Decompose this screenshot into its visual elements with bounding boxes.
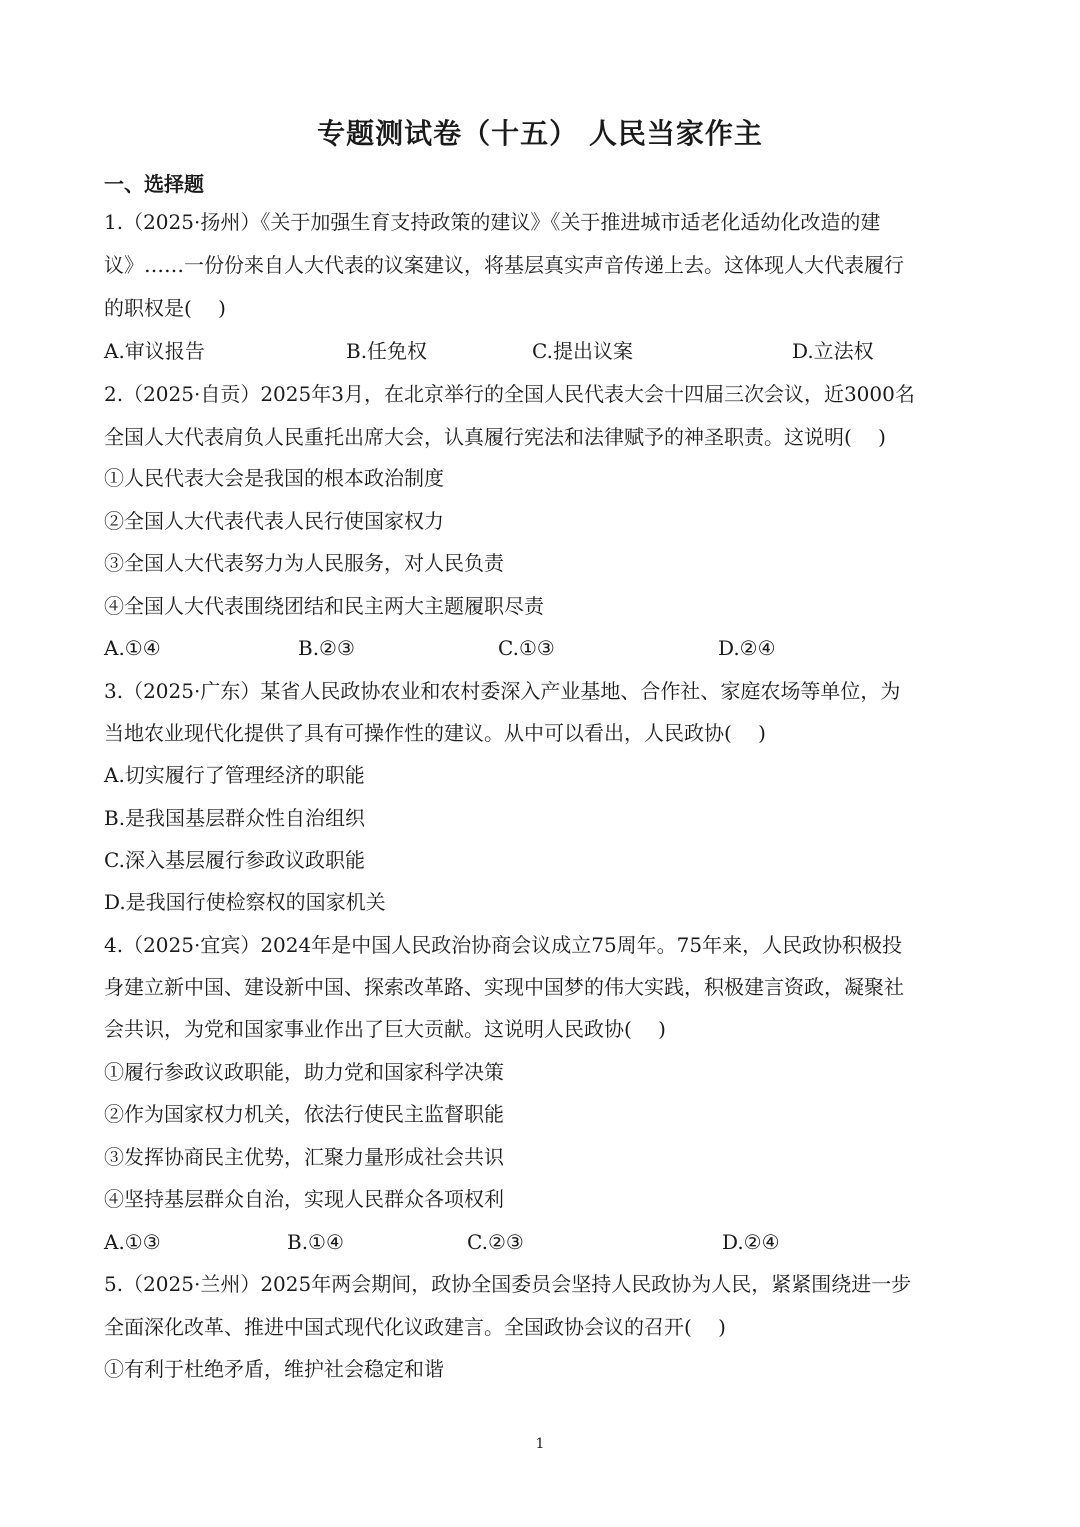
q4-option-d: D.②④ <box>722 1230 780 1254</box>
q2-option-a: A.①④ <box>104 636 161 660</box>
q4-stem-line-2: 身建立新中国、建设新中国、探索改革路、实现中国梦的伟大实践，积极建言资政，凝聚社 <box>104 975 904 999</box>
q4-stem-line-3: 会共识，为党和国家事业作出了巨大贡献。这说明人民政协( ) <box>104 1017 666 1041</box>
q1-option-d: D.立法权 <box>792 339 874 363</box>
q3-stem-line-2: 当地农业现代化提供了具有可操作性的建议。从中可以看出，人民政协( ) <box>104 721 766 745</box>
page-title: 专题测试卷（十五） 人民当家作主 <box>317 117 763 150</box>
q4-statement-2: ②作为国家权力机关，依法行使民主监督职能 <box>104 1102 504 1126</box>
q3-option-d: D.是我国行使检察权的国家机关 <box>104 890 386 914</box>
section-heading: 一、选择题 <box>104 172 204 196</box>
q5-stem-line-1: 5.（2025·兰州）2025年两会期间，政协全国委员会坚持人民政协为人民，紧紧围绕进一步 <box>104 1272 912 1296</box>
q2-option-c: C.①③ <box>498 636 555 660</box>
q3-stem-line-1: 3.（2025·广东）某省人民政协农业和农村委深入产业基地、合作社、家庭农场等单位，为 <box>104 679 901 703</box>
q3-option-c: C.深入基层履行参政议政职能 <box>104 848 365 872</box>
q4-option-b: B.①④ <box>287 1230 344 1254</box>
q3-option-a: A.切实履行了管理经济的职能 <box>104 763 365 787</box>
q1-stem-line-1: 1.（2025·扬州）《关于加强生育支持政策的建议》《关于推进城市适老化适幼化改造的建 <box>104 210 881 234</box>
q4-stem-line-1: 4.（2025·宜宾）2024年是中国人民政治协商会议成立75周年。75年来，人民政协积极投 <box>104 933 903 957</box>
q4-statement-3: ③发挥协商民主优势，汇聚力量形成社会共识 <box>104 1145 504 1169</box>
q4-statement-4: ④坚持基层群众自治，实现人民群众各项权利 <box>104 1187 504 1211</box>
q3-option-b: B.是我国基层群众性自治组织 <box>104 806 366 830</box>
q2-statement-3: ③全国人大代表努力为人民服务，对人民负责 <box>104 551 504 575</box>
q2-statement-1: ①人民代表大会是我国的根本政治制度 <box>104 466 444 490</box>
q2-stem-line-2: 全国人大代表肩负人民重托出席大会，认真履行宪法和法律赋予的神圣职责。这说明( ) <box>104 425 886 449</box>
q2-statement-4: ④全国人大代表围绕团结和民主两大主题履职尽责 <box>104 594 544 618</box>
q1-option-a: A.审议报告 <box>104 339 205 363</box>
q1-stem-line-3: 的职权是( ) <box>104 296 226 320</box>
page-number: 1 <box>535 1436 545 1452</box>
q4-option-a: A.①③ <box>104 1230 161 1254</box>
q2-option-b: B.②③ <box>298 636 355 660</box>
q1-option-c: C.提出议案 <box>532 339 633 363</box>
q4-statement-1: ①履行参政议政职能，助力党和国家科学决策 <box>104 1060 504 1084</box>
q1-option-b: B.任免权 <box>346 339 428 363</box>
q2-option-d: D.②④ <box>718 636 776 660</box>
q1-stem-line-2: 议》……一份份来自人大代表的议案建议，将基层真实声音传递上去。这体现人大代表履行 <box>104 253 904 277</box>
q5-statement-1: ①有利于杜绝矛盾，维护社会稳定和谐 <box>104 1357 444 1381</box>
q4-option-c: C.②③ <box>467 1230 524 1254</box>
q2-stem-line-1: 2.（2025·自贡）2025年3月，在北京举行的全国人民代表大会十四届三次会议，近3000名 <box>104 382 915 406</box>
q5-stem-line-2: 全面深化改革、推进中国式现代化议政建言。全国政协会议的召开( ) <box>104 1315 726 1339</box>
q2-statement-2: ②全国人大代表代表人民行使国家权力 <box>104 509 444 533</box>
